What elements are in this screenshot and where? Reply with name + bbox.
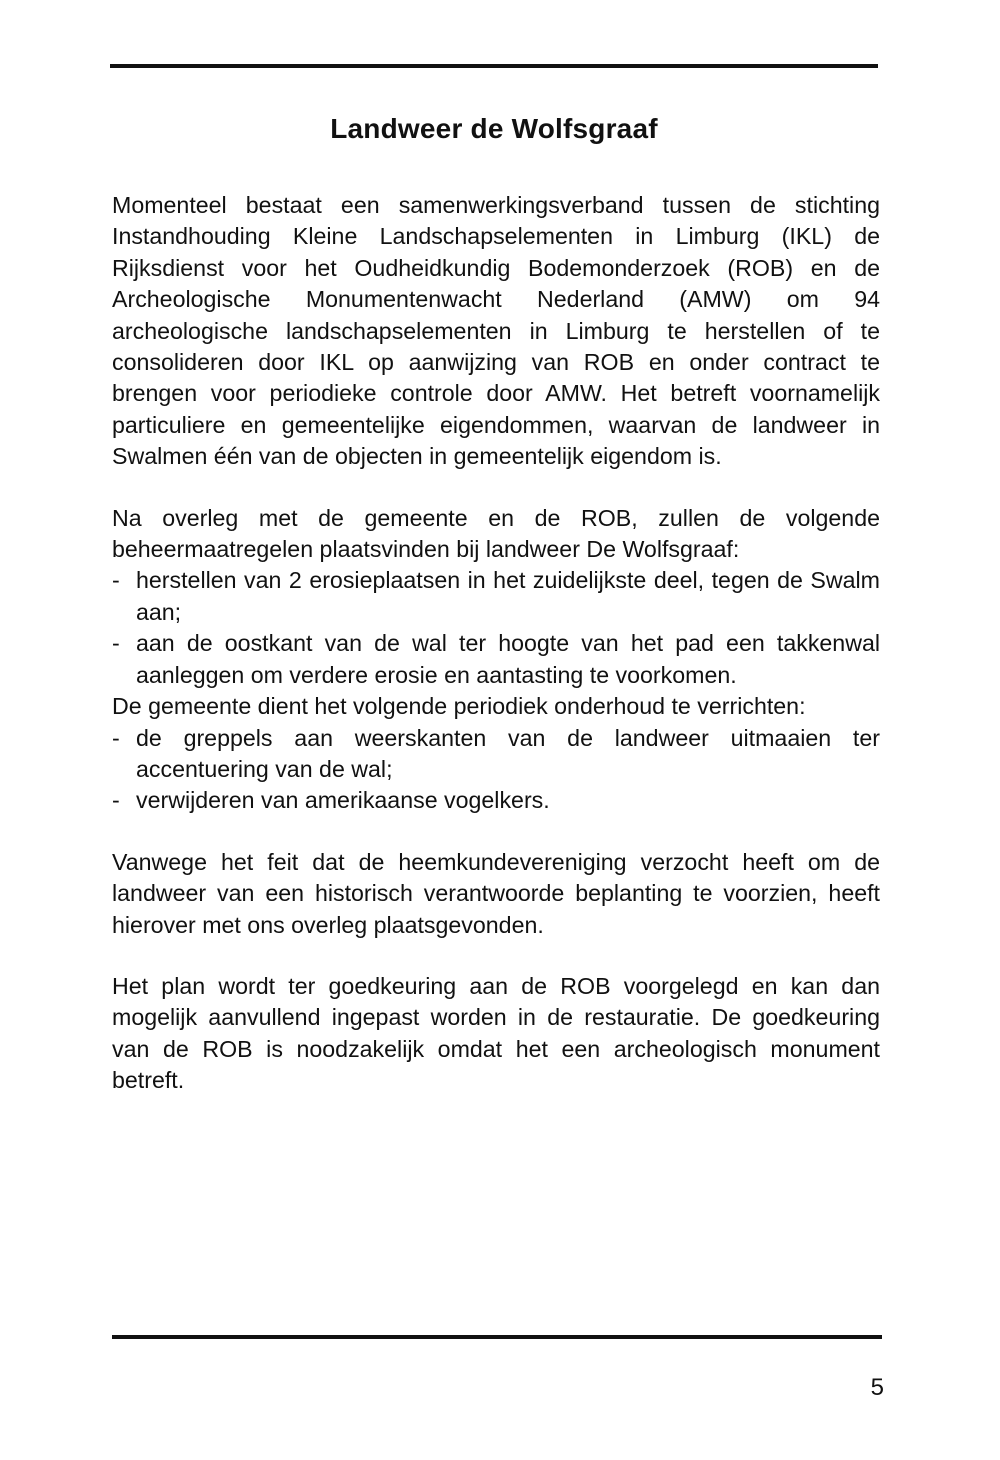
- paragraph-goedkeuring: Het plan wordt ter goedkeuring aan de ROB voorgelegd en kan dan mogelijk aanvullend ingepast worden in de restauratie. De goedkeuring van de ROB is noodzakelijk omdat het een archeologisch monument betreft.: [112, 972, 880, 1094]
- paragraph-samenwerking: Momenteel bestaat een samenwerkingsverband tussen de stichting Instandhouding Kleine Landschapselementen in Limburg (IKL) de Rijksdienst voor het Oudheidkundig Bodemonderzoek (ROB) en de Archeologische Monumentenwacht Nederland (AMW) om 94 archeologische landschapselementen in Limburg te herstellen of te consolideren door IKL op aanwijzing van ROB en onder contract te brengen voor periodieke controle door AMW. Het betreft voornamelijk particuliere en gemeentelijke eigendommen, waarvan de landweer in Swalmen één van de objecten in gemeentelijk eigendom is.: [112, 192, 880, 470]
- onderhoud-list: [112, 723, 880, 817]
- paragraph-gap: [112, 941, 880, 971]
- list-item-text: verwijderen van amerikaanse vogelkers.: [136, 787, 550, 814]
- paragraph-gap: [112, 473, 880, 503]
- list-dash: -: [112, 787, 120, 814]
- top-rule: [110, 64, 878, 68]
- list-item-text: aan de oostkant van de wal ter hoogte van het pad een takkenwal aanleggen om verdere erosie en aantasting te voorkomen.: [136, 630, 880, 688]
- paragraph-onderhoud-intro: De gemeente dient het volgende periodiek onderhoud te verrichten:: [112, 693, 806, 720]
- bottom-rule: [112, 1335, 882, 1339]
- paragraph-heemkunde: Vanwege het feit dat de heemkundevereniging verzocht heeft om de landweer van een historisch verantwoorde beplanting te voorzien, heeft hierover met ons overleg plaatsgevonden.: [112, 848, 880, 938]
- list-item: [112, 628, 880, 691]
- paragraph-gap: [112, 817, 880, 847]
- list-dash: -: [112, 567, 120, 594]
- list-item: [112, 785, 880, 816]
- page-number: 5: [870, 1374, 884, 1401]
- beheermaatregelen-list: [112, 565, 880, 691]
- list-item-text: herstellen van 2 erosieplaatsen in het zuidelijkste deel, tegen de Swalm aan;: [136, 567, 880, 625]
- list-item-text: de greppels aan weerskanten van de landweer uitmaaien ter accentuering van de wal;: [136, 724, 880, 782]
- page-title: Landweer de Wolfsgraaf: [330, 112, 658, 144]
- list-item: [112, 723, 880, 786]
- list-dash: -: [112, 630, 120, 657]
- paragraph-overleg-intro: Na overleg met de gemeente en de ROB, zullen de volgende beheermaatregelen plaatsvinden bij landweer De Wolfsgraaf:: [112, 504, 880, 563]
- list-dash: -: [112, 724, 120, 751]
- document-body: [112, 190, 880, 1097]
- list-item: [112, 565, 880, 628]
